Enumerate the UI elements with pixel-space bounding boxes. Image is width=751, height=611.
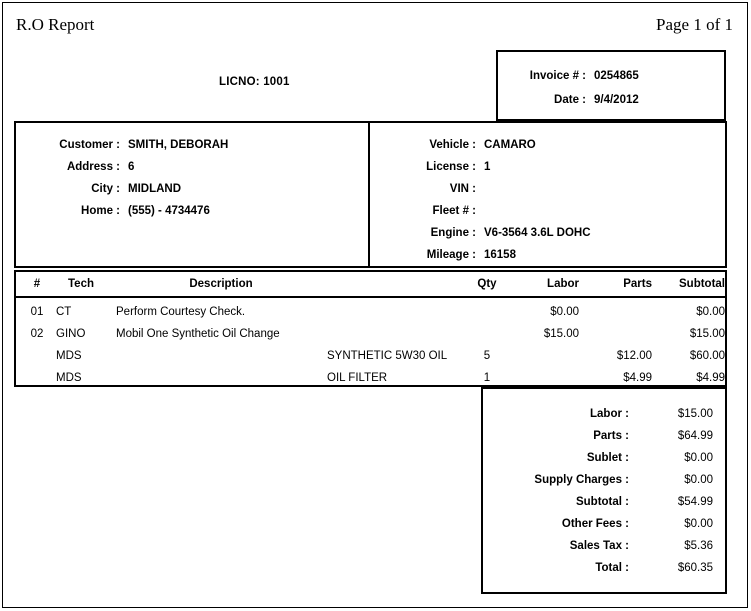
vehicle-license-label: License :	[426, 161, 476, 173]
invoice-number-value: 0254865	[594, 70, 639, 82]
totals-value-labor: $15.00	[677, 408, 713, 420]
row-parts	[594, 327, 652, 342]
customer-name-row	[30, 139, 360, 154]
row-parts: $12.00	[616, 350, 652, 362]
column-header-tech: Tech	[68, 278, 94, 290]
panel-divider	[368, 123, 370, 266]
row-qty	[471, 327, 503, 342]
totals-value-subtotal: $54.99	[677, 496, 713, 508]
customer-city-label: City :	[91, 183, 120, 195]
totals-summary-box	[481, 387, 727, 594]
customer-address-value: 6	[128, 161, 135, 173]
customer-city-row	[30, 183, 360, 198]
totals-value-total: $60.35	[677, 562, 713, 574]
totals-value-sales-tax: $5.36	[684, 540, 713, 552]
totals-row-labor	[483, 408, 725, 425]
table-row[interactable]	[16, 324, 725, 346]
invoice-info-box	[496, 50, 726, 121]
customer-address-row	[30, 161, 360, 176]
totals-row-sublet	[483, 452, 725, 469]
invoice-number-label: Invoice # :	[529, 70, 586, 82]
vehicle-mileage-label: Mileage :	[426, 249, 476, 261]
vehicle-engine-label: Engine :	[430, 227, 476, 239]
totals-label-sales-tax: Sales Tax :	[569, 540, 629, 552]
customer-city-value: MIDLAND	[128, 183, 182, 195]
totals-row-subtotal	[483, 496, 725, 513]
row-qty: 1	[483, 372, 491, 384]
row-part-name: OIL FILTER	[327, 372, 388, 384]
line-items-table	[14, 270, 727, 387]
row-tech: CT	[56, 306, 72, 318]
vehicle-license-value: 1	[484, 161, 491, 173]
row-description: Perform Courtesy Check.	[116, 306, 246, 318]
invoice-date-row	[498, 94, 724, 110]
table-row[interactable]	[16, 302, 725, 324]
row-subtotal: $4.99	[696, 372, 725, 384]
vehicle-engine-row	[386, 227, 716, 242]
row-labor	[521, 349, 579, 364]
row-labor: $15.00	[543, 328, 579, 340]
column-header-subtotal: Subtotal	[679, 278, 725, 290]
customer-address-label: Address :	[66, 161, 120, 173]
vehicle-vin-label: VIN :	[449, 183, 476, 195]
row-number	[26, 371, 48, 386]
column-header-description: Description	[189, 278, 253, 290]
totals-value-supply-charges: $0.00	[684, 474, 713, 486]
customer-name-label: Customer :	[59, 139, 120, 151]
row-qty	[471, 305, 503, 320]
totals-value-sublet: $0.00	[684, 452, 713, 464]
vehicle-engine-value: V6-3564 3.6L DOHC	[484, 227, 591, 239]
totals-row-parts	[483, 430, 725, 447]
customer-vehicle-panel	[14, 121, 727, 268]
column-header-parts: Parts	[623, 278, 652, 290]
page-title: R.O Report	[16, 15, 95, 34]
row-number: 01	[30, 306, 44, 318]
customer-name-value: SMITH, DEBORAH	[128, 139, 229, 151]
totals-label-other-fees: Other Fees :	[561, 518, 629, 530]
vehicle-model-label: Vehicle :	[429, 139, 476, 151]
customer-home-phone-label: Home :	[81, 205, 120, 217]
customer-home-phone-row	[30, 205, 360, 220]
row-subtotal: $15.00	[689, 328, 725, 340]
row-subtotal: $60.00	[689, 350, 725, 362]
row-parts	[594, 305, 652, 320]
vehicle-license-row	[386, 161, 716, 176]
licno-label: LICNO: 1001	[219, 76, 290, 88]
vehicle-model-value: CAMARO	[484, 139, 536, 151]
totals-label-supply-charges: Supply Charges :	[534, 474, 629, 486]
totals-label-parts: Parts :	[593, 430, 629, 442]
vehicle-vin-row	[386, 183, 716, 198]
row-part-name	[327, 327, 487, 342]
invoice-number-row	[498, 70, 724, 86]
row-description	[116, 371, 326, 386]
invoice-date-label: Date :	[554, 94, 586, 106]
row-part-name: SYNTHETIC 5W30 OIL	[327, 350, 448, 362]
row-parts: $4.99	[623, 372, 652, 384]
totals-row-supply-charges	[483, 474, 725, 491]
vehicle-mileage-value: 16158	[484, 249, 516, 261]
totals-value-other-fees: $0.00	[684, 518, 713, 530]
row-tech: GINO	[56, 328, 86, 340]
row-description: Mobil One Synthetic Oil Change	[116, 328, 280, 340]
row-subtotal: $0.00	[696, 306, 725, 318]
row-labor: $0.00	[550, 306, 579, 318]
customer-home-phone-value: (555) - 4734476	[128, 205, 210, 217]
totals-row-total	[483, 562, 725, 579]
row-qty: 5	[483, 350, 491, 362]
totals-label-total: Total :	[595, 562, 629, 574]
totals-row-other-fees	[483, 518, 725, 535]
row-description	[116, 349, 326, 364]
vehicle-model-row	[386, 139, 716, 154]
vehicle-fleet-row	[386, 205, 716, 220]
row-number: 02	[30, 328, 44, 340]
table-header-row	[16, 272, 725, 298]
totals-value-parts: $64.99	[677, 430, 713, 442]
vehicle-mileage-row	[386, 249, 716, 264]
invoice-date-value: 9/4/2012	[594, 94, 639, 106]
row-labor	[521, 371, 579, 386]
totals-row-sales-tax	[483, 540, 725, 557]
row-tech: MDS	[56, 372, 82, 384]
column-header-qty: Qty	[477, 278, 497, 290]
column-header-number: #	[33, 278, 41, 290]
table-row[interactable]	[16, 346, 725, 368]
row-tech: MDS	[56, 350, 82, 362]
totals-label-labor: Labor :	[590, 408, 629, 420]
row-part-name	[327, 305, 487, 320]
totals-label-sublet: Sublet :	[586, 452, 629, 464]
column-header-labor: Labor	[547, 278, 579, 290]
totals-label-subtotal: Subtotal :	[575, 496, 629, 508]
vehicle-fleet-label: Fleet # :	[432, 205, 476, 217]
row-number	[26, 349, 48, 364]
page-number-label: Page 1 of 1	[656, 15, 733, 34]
